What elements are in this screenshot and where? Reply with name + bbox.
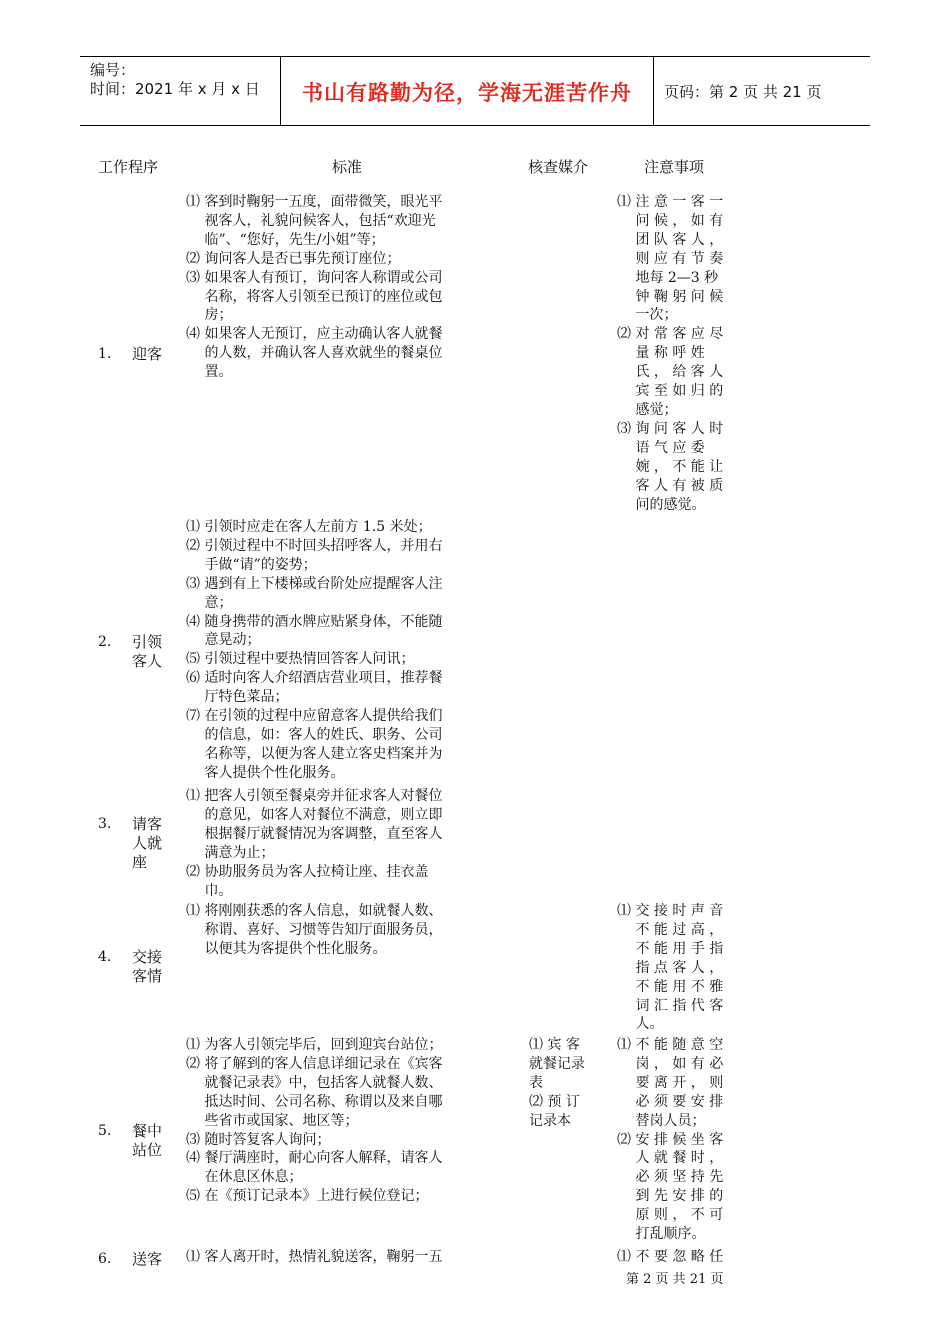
row-number: 5. [98, 1123, 112, 1139]
column-header-media: 核查媒介 [528, 158, 589, 176]
page-footer: 第 2 页 共 21 页 [626, 1272, 724, 1287]
number-label: 编号： [90, 61, 136, 79]
procedure-name: 迎客 [132, 345, 163, 363]
procedure-name: 送客 [132, 1250, 163, 1268]
standard-text: ⑴ 把客人引领至餐桌旁并征求客人对餐位 的意见，如客人对餐位不满意，则立即 根据餐厅就餐情况为客调整，直至客人 满意为止； ⑵ 协助服务员为客人拉椅让座、挂衣盖 巾。 [186, 788, 443, 899]
procedure-name: 餐中 站位 [132, 1122, 163, 1159]
header-motto: 书山有路勤为径，学海无涯苦作舟 [302, 81, 632, 105]
notes-text: ⑴ 交 接 时 声 音 不 能 过 高 ， 不 能 用 手 指 指 点 客 人 ， 不 能 用 不 雅 词 汇 指 代 客 人。 [617, 903, 724, 1033]
row-number: 6. [98, 1251, 112, 1267]
time-label: 时间：2021 年 x 月 x 日 [90, 80, 260, 98]
notes-text: ⑴ 不 能 随 意 空 岗 ， 如 有 必 要 离 开 ， 则 必 须 要 安 排 替岗人员； ⑵ 安 排 候 坐 客 人 就 餐 时 ， 必 须 坚 持 先 到 先 安 排 的 原 则 ， 不 可 打乱顺序。 [617, 1037, 724, 1243]
standard-text: ⑴ 客到时鞠躬一五度，面带微笑，眼光平 视客人，礼貌问候客人，包括“欢迎光 临”、“您好，先生/小姐”等； ⑵ 询问客人是否已事先预订座位； ⑶ 如果客人有预订，询问客人称谓或公司 名称，将客人引领至已预订的座位或包 房； ⑷ 如果客人无预订，应主动确认客人就餐 的人数，并确认客人喜欢就坐的餐桌位 置。 [186, 194, 443, 381]
page-info: 页码：第 2 页 共 21 页 [664, 83, 822, 101]
standard-text: ⑴ 引领时应走在客人左前方 1.5 米处； ⑵ 引领过程中不时回头招呼客人，并用右 手做“请”的姿势； ⑶ 遇到有上下楼梯或台阶处应提醒客人注 意； ⑷ 随身携带的酒水牌应贴紧身体，不能随 意晃动； ⑸ 引领过程中要热情回答客人问讯； ⑹ 适时向客人介绍酒店营业项目，推荐餐 厅特色菜品； ⑺ 在引领的过程中应留意客人提供给我们 的信息，如：客人的姓氏、职务、公司 名称等，以便为客人建立客史档案并为 客人提供个性化服务。 [186, 519, 443, 781]
column-header-notes: 注意事项 [644, 158, 705, 176]
row-number: 1. [98, 346, 112, 362]
standard-text: ⑴ 将刚刚获悉的客人信息，如就餐人数、 称谓、喜好、习惯等告知厅面服务员， 以便其为客提供个性化服务。 [186, 903, 443, 957]
procedure-name: 交接 客情 [132, 948, 163, 985]
row-number: 2. [98, 634, 112, 650]
standard-text: ⑴ 为客人引领完毕后，回到迎宾台站位； ⑵ 将了解到的客人信息详细记录在《宾客 就餐记录表》中，包括客人就餐人数、 抵达时间、公司名称、称谓以及来自哪 些省市或国家、地区等； ⑶ 随时答复客人询问； ⑷ 餐厅满座时，耐心向客人解释，请客人 在休息区休息； ⑸ 在《预订记录本》上进行候位登记； [186, 1037, 443, 1205]
notes-text: ⑴ 注 意 一 客 一 问 候 ， 如 有 团 队 客 人 ， 则 应 有 节 奏 地每 2—3 秒 钟 鞠 躬 问 候 一次； ⑵ 对 常 客 应 尽 量 称 呼 姓 氏 ， 给 客 人 宾 至 如 归 的 感觉； ⑶ 询 问 客 人 时 语 气 应 委 婉 ， 不 能 让 客 人 有 被 质 问的感觉。 [617, 194, 724, 513]
media-text: ⑴ 宾 客 就餐记录 表 ⑵ 预 订 记录本 [529, 1037, 585, 1129]
column-header-standard: 标准 [332, 158, 363, 176]
procedure-name: 请客 人就 座 [132, 815, 163, 871]
row-number: 3. [98, 816, 112, 832]
procedure-name: 引领 客人 [132, 633, 163, 670]
header-divider [280, 57, 281, 125]
notes-text: ⑴ 不 要 忽 略 任 [617, 1249, 724, 1265]
header-divider [653, 57, 654, 125]
header-meta [90, 61, 260, 99]
column-header-procedure: 工作程序 [98, 158, 159, 176]
standard-text: ⑴ 客人离开时，热情礼貌送客，鞠躬一五 [186, 1249, 443, 1265]
document-header [80, 56, 870, 126]
row-number: 4. [98, 949, 112, 965]
